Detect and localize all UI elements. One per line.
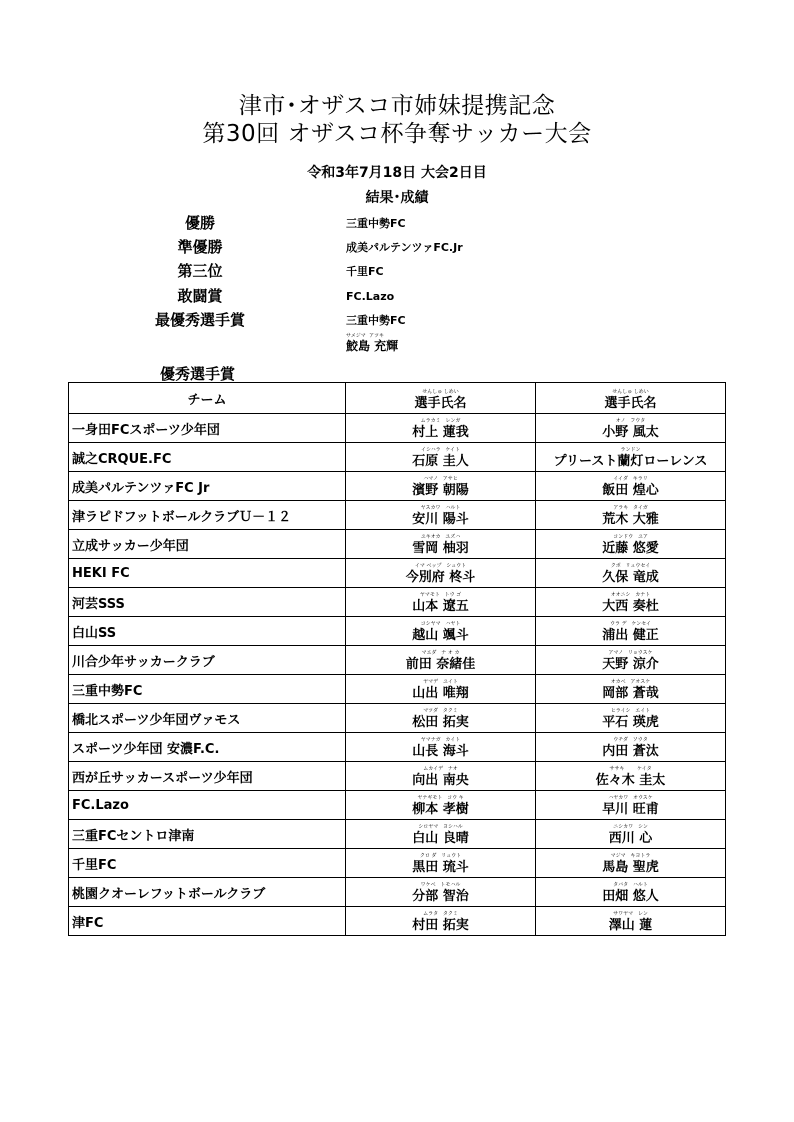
- team-name: 津FC: [69, 907, 346, 936]
- player-cell: [536, 907, 726, 936]
- player-name: 澤山 蓮: [608, 918, 653, 933]
- player-cell: [346, 472, 536, 501]
- table-row: [69, 617, 726, 646]
- team-name: 川合少年サッカークラブ: [69, 646, 346, 675]
- award-label-champion: 優勝: [184, 214, 215, 232]
- table-row: [69, 762, 726, 791]
- header-player-ruby: せんしゅ しめい: [422, 389, 459, 395]
- award-label-mvp: 最優秀選手賞: [154, 311, 245, 329]
- team-name: 誠之CRQUE.FC: [69, 443, 346, 472]
- player-name: 平石 瑛虎: [602, 715, 659, 730]
- player-ruby: マツダ タクミ: [423, 708, 458, 714]
- player-name: 佐々木 圭太: [595, 773, 666, 788]
- team-name: 白山SS: [69, 617, 346, 646]
- player-cell: [536, 704, 726, 733]
- player-name: 小野 風太: [602, 425, 659, 440]
- title-line-2: 第30回 オザスコ杯争奪サッカー大会: [202, 121, 592, 147]
- player-cell: [346, 733, 536, 762]
- player-cell: [346, 414, 536, 443]
- player-ruby: イシハラ ケイト: [420, 447, 461, 453]
- player-ruby: ヤマモト トウ ゴ: [419, 592, 462, 598]
- table-row: [69, 907, 726, 936]
- player-name: 浦出 健正: [602, 628, 659, 643]
- player-cell: [346, 849, 536, 878]
- player-name: 今別府 柊斗: [405, 570, 476, 585]
- player-cell: [536, 820, 726, 849]
- player-cell: [346, 762, 536, 791]
- player-name: 村田 拓実: [412, 918, 469, 933]
- header-player-1: [346, 383, 536, 414]
- player-name: 天野 涼介: [602, 657, 659, 672]
- player-ruby: アラキ タイガ: [613, 505, 648, 511]
- player-name: 山長 海斗: [412, 744, 469, 759]
- player-name: 黒田 琉斗: [412, 860, 469, 875]
- player-name: 石原 圭人: [412, 454, 469, 469]
- team-name: 立成サッカー少年団: [69, 530, 346, 559]
- team-name: 津ラピドフットボールクラブＵ－１２: [69, 501, 346, 530]
- team-name: HEKI FC: [69, 559, 346, 588]
- mvp-name: 鮫島 充輝: [346, 339, 399, 353]
- player-cell: [536, 414, 726, 443]
- player-cell: [346, 791, 536, 820]
- table-row: [69, 646, 726, 675]
- player-name: 濱野 朝陽: [412, 483, 469, 498]
- player-cell: [536, 762, 726, 791]
- player-cell: [536, 472, 726, 501]
- player-cell: [346, 559, 536, 588]
- player-cell: [536, 849, 726, 878]
- player-name: 久保 竜成: [602, 570, 659, 585]
- table-row: [69, 559, 726, 588]
- player-name: プリースト蘭灯ローレンス: [553, 454, 708, 469]
- header-player-label: 選手氏名: [604, 396, 657, 411]
- player-ruby: イイダ キラリ: [613, 476, 648, 482]
- player-cell: [536, 443, 726, 472]
- table-header-row: [69, 383, 726, 414]
- player-ruby: ササキ ケイタ: [609, 766, 652, 772]
- team-name: 西が丘サッカースポーツ少年団: [69, 762, 346, 791]
- award-label-fighting-spirit: 敢闘賞: [177, 287, 223, 305]
- player-cell: [536, 617, 726, 646]
- player-cell: [536, 733, 726, 762]
- date-line: 令和3年7月18日 大会2日目: [307, 165, 487, 181]
- player-cell: [346, 530, 536, 559]
- award-value-third-place: 千里FC: [346, 265, 384, 278]
- excellent-players-table: [68, 382, 726, 936]
- player-cell: [536, 559, 726, 588]
- player-ruby: オオニシ カナト: [610, 592, 651, 598]
- player-name: 山出 唯翔: [412, 686, 469, 701]
- team-name: 河芸SSS: [69, 588, 346, 617]
- player-cell: [346, 878, 536, 907]
- award-value-runner-up: 成美パルテンツァFC.Jr: [346, 241, 463, 254]
- header-player-ruby: せんしゅ しめい: [612, 389, 649, 395]
- table-row: [69, 878, 726, 907]
- player-name: 西川 心: [608, 831, 653, 846]
- player-cell: [346, 588, 536, 617]
- mvp-ruby: サメジマ アツキ: [346, 333, 384, 339]
- table-row: [69, 472, 726, 501]
- table-row: [69, 501, 726, 530]
- award-label-third-place: 第三位: [177, 262, 223, 280]
- player-cell: [536, 646, 726, 675]
- player-ruby: ウラ デ ケンセイ: [610, 621, 651, 627]
- header-team: チーム: [69, 383, 346, 414]
- player-ruby: タバタ ハルト: [613, 882, 648, 888]
- header-player-2: [536, 383, 726, 414]
- team-name: 三重中勢FC: [69, 675, 346, 704]
- award-value-mvp-team: 三重中勢FC: [346, 314, 406, 327]
- team-name: 三重FCセントロ津南: [69, 820, 346, 849]
- team-name: 橋北スポーツ少年団ヴァモス: [69, 704, 346, 733]
- player-cell: [346, 675, 536, 704]
- team-name: FC.Lazo: [69, 791, 346, 820]
- player-name: 松田 拓実: [412, 715, 469, 730]
- player-ruby: ヤマデ ユイト: [423, 679, 458, 685]
- player-ruby: ヤスカワ ハルト: [420, 505, 461, 511]
- player-ruby: サワヤマ レン: [613, 911, 648, 917]
- player-cell: [346, 617, 536, 646]
- player-name: 飯田 煌心: [602, 483, 659, 498]
- table-row: [69, 530, 726, 559]
- award-label-runner-up: 準優勝: [177, 238, 223, 256]
- table-row: [69, 675, 726, 704]
- player-ruby: ワケベ トモハル: [420, 882, 461, 888]
- player-name: 荒木 大雅: [602, 512, 659, 527]
- player-ruby: ウチダ ソウタ: [613, 737, 648, 743]
- player-ruby: ランドン: [620, 447, 641, 453]
- player-name: 柳本 孝樹: [412, 802, 469, 817]
- table-row: [69, 820, 726, 849]
- player-name: 白山 良晴: [412, 831, 469, 846]
- table-row: [69, 443, 726, 472]
- player-cell: [536, 675, 726, 704]
- player-ruby: イマ ベップ シュウト: [414, 563, 467, 569]
- team-name: 桃園クオーレフットボールクラブ: [69, 878, 346, 907]
- mvp-player: [346, 333, 398, 354]
- player-name: 越山 颯斗: [412, 628, 469, 643]
- player-cell: [346, 443, 536, 472]
- team-name: 千里FC: [69, 849, 346, 878]
- player-name: 雪岡 柚羽: [412, 541, 469, 556]
- player-ruby: ムカイデ ナオ: [423, 766, 458, 772]
- table-row: [69, 733, 726, 762]
- player-name: 大西 奏杜: [602, 599, 659, 614]
- player-ruby: オカベ アオスケ: [610, 679, 651, 685]
- player-ruby: クロ ダ リュウト: [419, 853, 462, 859]
- player-name: 向出 南央: [412, 773, 469, 788]
- player-name: 内田 蒼汰: [602, 744, 659, 759]
- player-cell: [536, 530, 726, 559]
- table-row: [69, 704, 726, 733]
- player-ruby: ニシカワ シン: [613, 824, 648, 830]
- team-name: 一身田FCスポーツ少年団: [69, 414, 346, 443]
- player-cell: [346, 646, 536, 675]
- player-ruby: ハマノ アサヒ: [423, 476, 458, 482]
- player-ruby: コシヤマ ハヤト: [420, 621, 461, 627]
- player-name: 岡部 蒼哉: [602, 686, 659, 701]
- team-name: 成美パルテンツァFC Jr: [69, 472, 346, 501]
- player-cell: [346, 704, 536, 733]
- player-cell: [536, 878, 726, 907]
- player-ruby: シロヤマ ヨシハル: [418, 824, 463, 830]
- player-ruby: オノ フウタ: [615, 418, 646, 424]
- player-ruby: ムラタ タクミ: [423, 911, 458, 917]
- award-value-fighting-spirit: FC.Lazo: [346, 290, 395, 303]
- table-row: [69, 791, 726, 820]
- player-ruby: クボ リュウセイ: [610, 563, 651, 569]
- player-cell: [536, 501, 726, 530]
- player-cell: [536, 588, 726, 617]
- player-ruby: マジマ キヨトラ: [610, 853, 651, 859]
- player-cell: [346, 820, 536, 849]
- table-row: [69, 414, 726, 443]
- player-name: 前田 奈緒佳: [405, 657, 476, 672]
- player-name: 馬島 聖虎: [602, 860, 659, 875]
- team-name: スポーツ少年団 安濃F.C.: [69, 733, 346, 762]
- award-value-champion: 三重中勢FC: [346, 217, 406, 230]
- player-ruby: ムラカミ レンガ: [420, 418, 461, 424]
- player-name: 早川 旺甫: [602, 802, 659, 817]
- player-name: 近藤 悠愛: [602, 541, 659, 556]
- header-player-label: 選手氏名: [414, 396, 467, 411]
- player-name: 村上 蓮我: [412, 425, 469, 440]
- player-ruby: アマノ リョウスケ: [608, 650, 653, 656]
- player-name: 安川 陽斗: [412, 512, 469, 527]
- player-name: 田畑 悠人: [602, 889, 659, 904]
- player-cell: [346, 907, 536, 936]
- player-ruby: ユキオカ ユズハ: [420, 534, 461, 540]
- title-line-1: 津市･オザスコ市姉妹提携記念: [238, 93, 556, 119]
- player-ruby: ヒライシ エイト: [610, 708, 651, 714]
- player-ruby: ヤマナガ カイト: [420, 737, 461, 743]
- player-ruby: マエダ ナ オ カ: [421, 650, 460, 656]
- table-row: [69, 849, 726, 878]
- player-cell: [346, 501, 536, 530]
- player-name: 分部 智治: [412, 889, 469, 904]
- player-cell: [536, 791, 726, 820]
- player-name: 山本 遼五: [412, 599, 469, 614]
- excellent-players-label: 優秀選手賞: [160, 365, 236, 383]
- results-label: 結果･成績: [365, 190, 429, 206]
- player-ruby: コンドウ ユア: [613, 534, 648, 540]
- player-ruby: ハヤカワ オウスケ: [608, 795, 653, 801]
- player-ruby: ヤナギモト コウ キ: [417, 795, 464, 801]
- table-row: [69, 588, 726, 617]
